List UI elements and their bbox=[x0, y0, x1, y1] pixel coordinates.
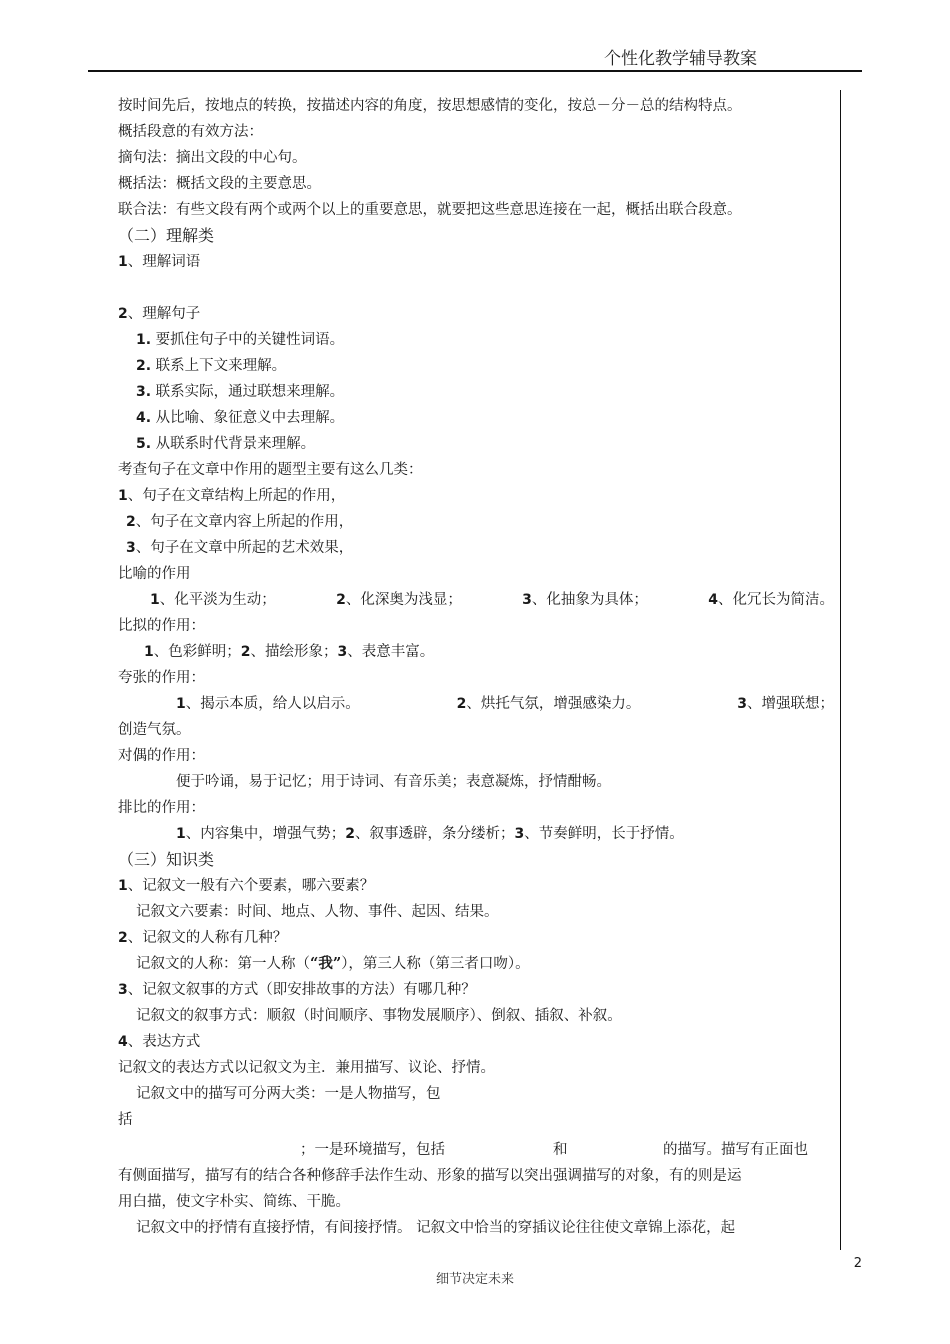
text-line bbox=[118, 951, 834, 977]
text-line: 概括段意的有效方法： bbox=[118, 124, 263, 140]
item-text: 、表意丰富。 bbox=[347, 644, 435, 660]
item-text: 和 bbox=[553, 1142, 568, 1158]
list-item bbox=[118, 873, 834, 899]
item-number: 2 bbox=[126, 514, 136, 530]
list-item bbox=[118, 379, 834, 405]
list-item bbox=[176, 691, 360, 717]
item-number: 3 bbox=[126, 540, 136, 556]
item-number: 1 bbox=[176, 696, 186, 712]
item-number: 3 bbox=[337, 644, 348, 660]
item-text: 、揭示本质，给人以启示。 bbox=[185, 696, 360, 712]
item-text: 、表达方式 bbox=[127, 1034, 201, 1050]
item-text: 、叙事透辟，条分缕析； bbox=[355, 826, 515, 842]
item-text: 、描绘形象； bbox=[250, 644, 338, 660]
subheading: 夸张的作用： bbox=[118, 670, 205, 686]
footer-text: 细节决定未来 bbox=[435, 1272, 514, 1287]
list-item bbox=[118, 327, 834, 353]
parallelism-items bbox=[118, 821, 834, 847]
item-number: 2 bbox=[240, 644, 251, 660]
item-text: 、化平淡为生动； bbox=[159, 592, 276, 608]
section-heading: （二）理解类 bbox=[118, 226, 215, 245]
list-item bbox=[457, 691, 641, 717]
item-number: 1 bbox=[150, 592, 160, 608]
subheading: 排比的作用： bbox=[118, 800, 205, 816]
right-border-rule bbox=[840, 90, 841, 1250]
item-text: 、记叙文一般有六个要素，哪六要素？ bbox=[127, 878, 375, 894]
item-text: 从联系时代背景来理解。 bbox=[151, 436, 316, 452]
item-number: 4 bbox=[118, 1034, 128, 1050]
text-line: 记叙文六要素：时间、地点、人物、事件、起因、结果。 bbox=[136, 904, 499, 920]
list-item bbox=[118, 353, 834, 379]
list-item bbox=[737, 691, 834, 717]
item-text: 、句子在文章内容上所起的作用， bbox=[135, 514, 354, 530]
list-item bbox=[118, 405, 834, 431]
item-number: 2 bbox=[345, 826, 355, 842]
text-line: 创造气氛。 bbox=[118, 722, 191, 738]
item-text: 、增强联想； bbox=[747, 696, 834, 712]
item-number: 3 bbox=[118, 982, 128, 998]
metaphor-items bbox=[118, 587, 834, 613]
text-line: 记叙文的表达方式以记叙文为主．兼用描写、议论、抒情。 bbox=[118, 1060, 495, 1076]
item-number: 4. bbox=[136, 410, 152, 426]
list-item bbox=[118, 535, 834, 561]
text-line: 摘句法：摘出文段的中心句。 bbox=[118, 150, 307, 166]
spacer bbox=[118, 275, 834, 301]
item-text: 、记叙文叙事的方式（即安排故事的方法）有哪几种？ bbox=[127, 982, 476, 998]
list-item bbox=[150, 587, 276, 613]
personify-items bbox=[118, 639, 834, 665]
subheading: 比喻的作用 bbox=[118, 566, 191, 582]
list-item bbox=[118, 483, 834, 509]
item-text: 、句子在文章中所起的艺术效果， bbox=[135, 540, 354, 556]
item-text: 要抓住句子中的关键性词语。 bbox=[151, 332, 345, 348]
subheading: 对偶的作用： bbox=[118, 748, 205, 764]
list-item bbox=[522, 587, 648, 613]
item-number: 2 bbox=[456, 696, 467, 712]
text-line: 记叙文中的描写可分两大类：一是人物描写，包 bbox=[136, 1086, 441, 1102]
item-text: 、记叙文的人称有几种？ bbox=[127, 930, 288, 946]
item-number: 1. bbox=[136, 332, 152, 348]
item-text: 、色彩鲜明； bbox=[153, 644, 241, 660]
document-body bbox=[118, 93, 834, 1241]
text-line: 用白描，使文字朴实、简练、干脆。 bbox=[118, 1194, 350, 1210]
item-number: 2 bbox=[118, 930, 128, 946]
item-number: 3. bbox=[136, 384, 152, 400]
header-title: 个性化教学辅导教案 bbox=[604, 49, 757, 69]
item-number: 1 bbox=[118, 878, 128, 894]
item-text: 从比喻、象征意义中去理解。 bbox=[151, 410, 345, 426]
text-line: 记叙文中的抒情有直接抒情，有间接抒情。 记叙文中恰当的穿插议论往往使文章锦上添花，起 bbox=[136, 1220, 736, 1236]
item-text: 、节奏鲜明，长于抒情。 bbox=[524, 826, 684, 842]
text-line: 联合法：有些文段有两个或两个以上的重要意思，就要把这些意思连接在一起，概括出联合段意。 bbox=[118, 202, 742, 218]
list-item bbox=[118, 1029, 834, 1055]
item-number: 4 bbox=[708, 592, 718, 608]
item-number: 1 bbox=[144, 644, 154, 660]
item-text: 联系上下文来理解。 bbox=[151, 358, 287, 374]
item-text: 、句子在文章结构上所起的作用， bbox=[127, 488, 346, 504]
item-number: 2 bbox=[336, 592, 346, 608]
item-text: 、理解句子 bbox=[127, 306, 201, 322]
item-number: 1 bbox=[118, 488, 128, 504]
list-item bbox=[118, 249, 834, 275]
item-number: 3 bbox=[514, 826, 525, 842]
item-text: 、化抽象为具体； bbox=[531, 592, 648, 608]
item-text: 联系实际，通过联想来理解。 bbox=[151, 384, 345, 400]
text-line: 考查句子在文章中作用的题型主要有这么几类： bbox=[118, 462, 423, 478]
quoted-text: “我” bbox=[310, 955, 342, 972]
text-line: 按时间先后，按地点的转换，按描述内容的角度，按思想感情的变化，按总－分－总的结构特点。 bbox=[118, 98, 742, 114]
item-text: ），第三人称（第三者口吻）。 bbox=[341, 956, 530, 972]
item-text: ；一是环境描写，包括 bbox=[300, 1142, 445, 1158]
list-item bbox=[118, 977, 834, 1003]
list-item bbox=[708, 587, 834, 613]
exaggeration-items bbox=[118, 691, 834, 717]
item-text: 记叙文的人称：第一人称（ bbox=[136, 956, 310, 972]
item-text: 、烘托气氛，增强感染力。 bbox=[466, 696, 641, 712]
item-number: 1 bbox=[176, 826, 186, 842]
list-item bbox=[118, 301, 834, 327]
item-number: 2 bbox=[118, 306, 128, 322]
item-text: 、化冗长为简洁。 bbox=[717, 592, 834, 608]
item-number: 3 bbox=[522, 592, 532, 608]
text-line: 有侧面描写，描写有的结合各种修辞手法作生动、形象的描写以突出强调描写的对象，有的则是运 bbox=[118, 1168, 742, 1184]
text-line: 记叙文的叙事方式：顺叙（时间顺序、事物发展顺序）、倒叙、插叙、补叙。 bbox=[136, 1008, 622, 1024]
page-number: 2 bbox=[853, 1256, 862, 1271]
list-item bbox=[336, 587, 462, 613]
item-number: 1 bbox=[118, 254, 128, 270]
item-text: 的描写。描写有正面也 bbox=[663, 1142, 808, 1158]
item-number: 2. bbox=[136, 358, 152, 374]
list-item bbox=[118, 431, 834, 457]
section-heading: （三）知识类 bbox=[118, 850, 215, 869]
item-text: 、化深奥为浅显； bbox=[345, 592, 462, 608]
list-item bbox=[118, 925, 834, 951]
header-rule bbox=[88, 70, 862, 72]
text-line: 便于吟诵，易于记忆；用于诗词、有音乐美；表意凝炼，抒情酣畅。 bbox=[176, 774, 611, 790]
list-item bbox=[118, 509, 834, 535]
item-text: 、理解词语 bbox=[127, 254, 201, 270]
item-number: 5. bbox=[136, 436, 152, 452]
text-line: 概括法：概括文段的主要意思。 bbox=[118, 176, 321, 192]
item-number: 3 bbox=[737, 696, 747, 712]
text-line: 括 bbox=[118, 1112, 133, 1128]
subheading: 比拟的作用： bbox=[118, 618, 205, 634]
fill-in-line bbox=[118, 1137, 834, 1163]
item-text: 、内容集中，增强气势； bbox=[185, 826, 346, 842]
